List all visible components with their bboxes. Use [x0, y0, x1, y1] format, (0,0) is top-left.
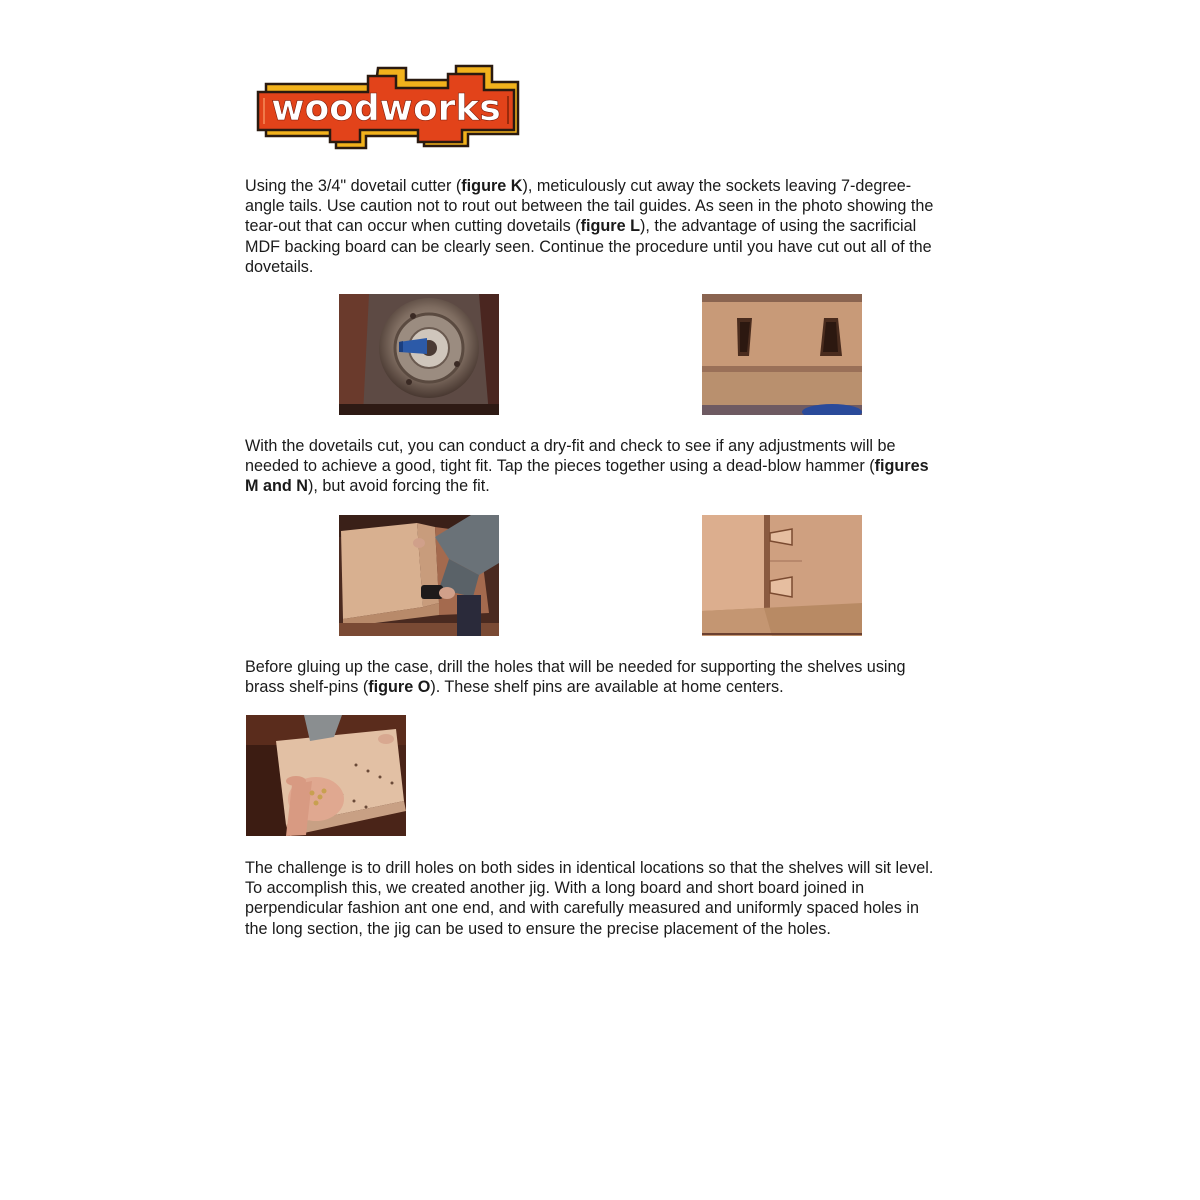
text-segment: Using the 3/4" dovetail cutter ( [245, 177, 462, 195]
figure-l-photo [702, 294, 862, 415]
text-segment: ), but avoid forcing the fit. [307, 477, 490, 496]
dovetail-joint-photo-icon [702, 515, 862, 636]
figure-reference: figure L [580, 217, 640, 236]
mdf-tear-out-photo-icon [702, 294, 862, 415]
text-segment: ), the advantage of using the sacrificial MDF backing board can be clearly seen. Continue the procedure until you have cut out all of the dovetails. [245, 217, 932, 276]
shelf-pins-photo-icon [246, 715, 406, 836]
dry-fit-hammer-photo-icon [339, 515, 499, 636]
router-dovetail-cutter-photo-icon [339, 294, 499, 415]
woodworks-logo-icon [256, 64, 524, 150]
figure-o-photo [246, 715, 406, 836]
text-segment: ), meticulously cut away the sockets leaving 7-degree-angle tails. Use caution not to rout out between the tail guides. As seen in the photo showing the tear-out that can occur when cutting dovetails ( [245, 177, 934, 236]
text-segment: Before gluing up the case, drill the holes that will be needed for supporting the shelves using brass shelf-pins ( [245, 658, 906, 697]
text-segment: ). These shelf pins are available at home centers. [430, 678, 784, 697]
paragraph-figure-o [245, 657, 945, 697]
figure-reference: figures M and N [245, 457, 929, 496]
logo-text: woodworks [271, 88, 501, 129]
paragraph-figure-k-l [245, 176, 945, 277]
text-segment: With the dovetails cut, you can conduct a dry-fit and check to see if any adjustments will be needed to achieve a good, tight fit. Tap the pieces together using a dead-blow hammer ( [245, 437, 896, 476]
figure-k-photo [339, 294, 499, 415]
text-segment: The challenge is to drill holes on both sides in identical locations so that the shelves will sit level. To accomplish this, we created another jig. With a long board and short board joined in perpendicular fashion ant one end, and with carefully measured and uniformly spaced holes in the long section, the jig can be used to ensure the precise placement of the holes. [245, 859, 934, 938]
figure-reference: figure K [461, 177, 523, 195]
figure-m-photo [339, 515, 499, 636]
paragraph-figure-m-n [245, 436, 945, 497]
figure-n-photo [702, 515, 862, 636]
figure-reference: figure O [368, 678, 431, 697]
paragraph-jig [245, 858, 945, 939]
woodworks-logo [256, 64, 524, 150]
